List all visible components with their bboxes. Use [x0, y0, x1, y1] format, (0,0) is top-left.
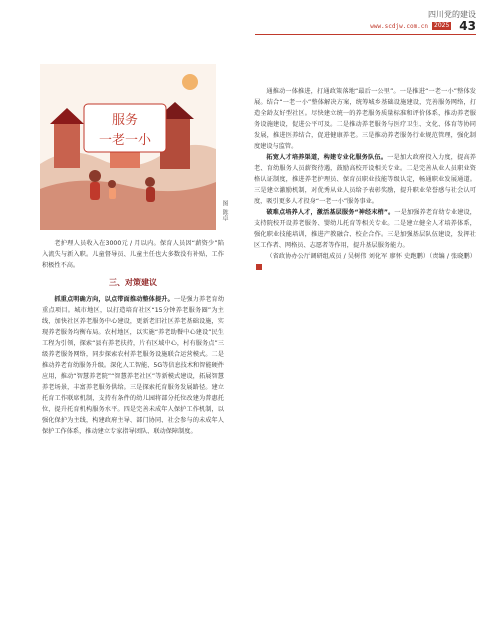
- left-para-2: [42, 294, 224, 437]
- sun-icon: [182, 74, 198, 90]
- left-para-1: 老护理人员收入在3000元 / 月以内。保育人员因“薪资少”陷入流失与新入职。儿童督导员、儿童主任也大多数没有补贴，工作积极性不高。: [42, 240, 224, 269]
- right-para-2: [254, 152, 476, 207]
- right-para-3: [254, 207, 476, 251]
- page-number: 43: [459, 19, 476, 33]
- illustration-title-top: 服务: [111, 113, 139, 128]
- elder-child-illustration: [40, 64, 216, 230]
- elder-figure-icon: [89, 170, 101, 182]
- end-mark-icon: [256, 264, 262, 270]
- left-column: [42, 238, 224, 437]
- signature-line: [254, 251, 476, 273]
- section-heading: 三、对策建议: [109, 278, 157, 287]
- year-badge: 2025: [434, 22, 450, 29]
- right-para-1: 通推动一体推进，打通政策落地“最后一公里”。一是推进“一老一小”整体发展。结合“一老一小”整体解决方案，统筹城乡基础设施建设，完善服务网络，打造全龄友好型社区。尽快建立统一的养老服务质量标准和评价体系，推动养老服务设施建设，促进公平可及。二是推动养老服务与医疗卫生、文化、体育等协同发展，推进医养结合，促进健康养老。三是推动养老服务行业规范管理，强化制度建设与监管。: [254, 88, 476, 150]
- header-rule: [255, 34, 476, 35]
- url-row: [370, 20, 476, 32]
- child-figure-icon: [108, 180, 116, 188]
- signature-text: （省政协办公厅调研组成员 / 吴树伟 刘化军 廖怀 史跑鹏）（责编 / 张晓鹏）: [266, 253, 476, 260]
- website-url[interactable]: www.scdjw.com.cn: [370, 22, 429, 30]
- left-para-2-lead: 抓重点明确方向，以点带面推动整体提升。: [54, 296, 174, 303]
- left-para-2-body: 一是强力养老育幼重点项目。城市地区，以打造培育社区“15分钟养老服务圈”为主线，加快社区养老服务中心建设，更新老旧社区养老基础设施，实现养老服务均衡布局。农村地区，以实施“养老助餐中心建设”民生工程为引领，探索“县有养老扶持，片有区域中心，村有服务点”三级养老服务网络，同步探索农村养老服务设施联合运营模式。二是推动养老育幼服务升级。深化人工智能、5G等信息技术和智能硬件应用，推动“智慧养老院”“智慧养老社区”等新模式建设，拓展智慧养老场景，丰富养老服务供给。三是探索托育服务发展路径。建立托育工作联席机制，支持有条件的幼儿园将部分托位改建为普惠托位，提升托育机构服务水平。四是完善未成年人保护工作机制，以强化保护为主线，构建政府主导、部门协同、社会参与的未成年人保护工作体系，推动建立专家指导团队、联动保障制度。: [42, 296, 225, 435]
- right-para-2-body: 一是加大政府投入力度，提高养老、育幼服务人员薪资待遇，鼓励高校开设相关专业。二是完善从业人员职业资格认证制度，推进养老护理员、保育员职业技能等级认定，畅通职业发展通道。三是建立激励机制，对优秀从业人员给予表彰奖励，提升职业荣誉感与社会认可度，吸引更多人才投身“一老一小”服务事业。: [254, 154, 476, 205]
- page-header: [370, 10, 476, 32]
- right-para-2-lead: 拓宽人才培养渠道，构建专业化服务队伍。: [266, 154, 388, 161]
- right-column: [254, 86, 476, 273]
- magazine-title: 四川党的建设: [428, 10, 476, 19]
- right-para-3-lead: 破难点培养人才，激活基层服务“神经末梢”。: [266, 209, 395, 216]
- illustration-title-bottom: 一老一小: [98, 133, 152, 148]
- right-para-3-body: 一是加强养老育幼专业建设，支持院校开设养老服务、婴幼儿托育等相关专业。二是建立健全人才培养体系，强化职业技能培训，推进产教融合、校企合作。三是加强基层队伍建设，发挥社区工作者、网格员、志愿者等作用，提升基层服务能力。: [254, 209, 476, 249]
- illustration-credit: 图 陈卓: [221, 200, 228, 221]
